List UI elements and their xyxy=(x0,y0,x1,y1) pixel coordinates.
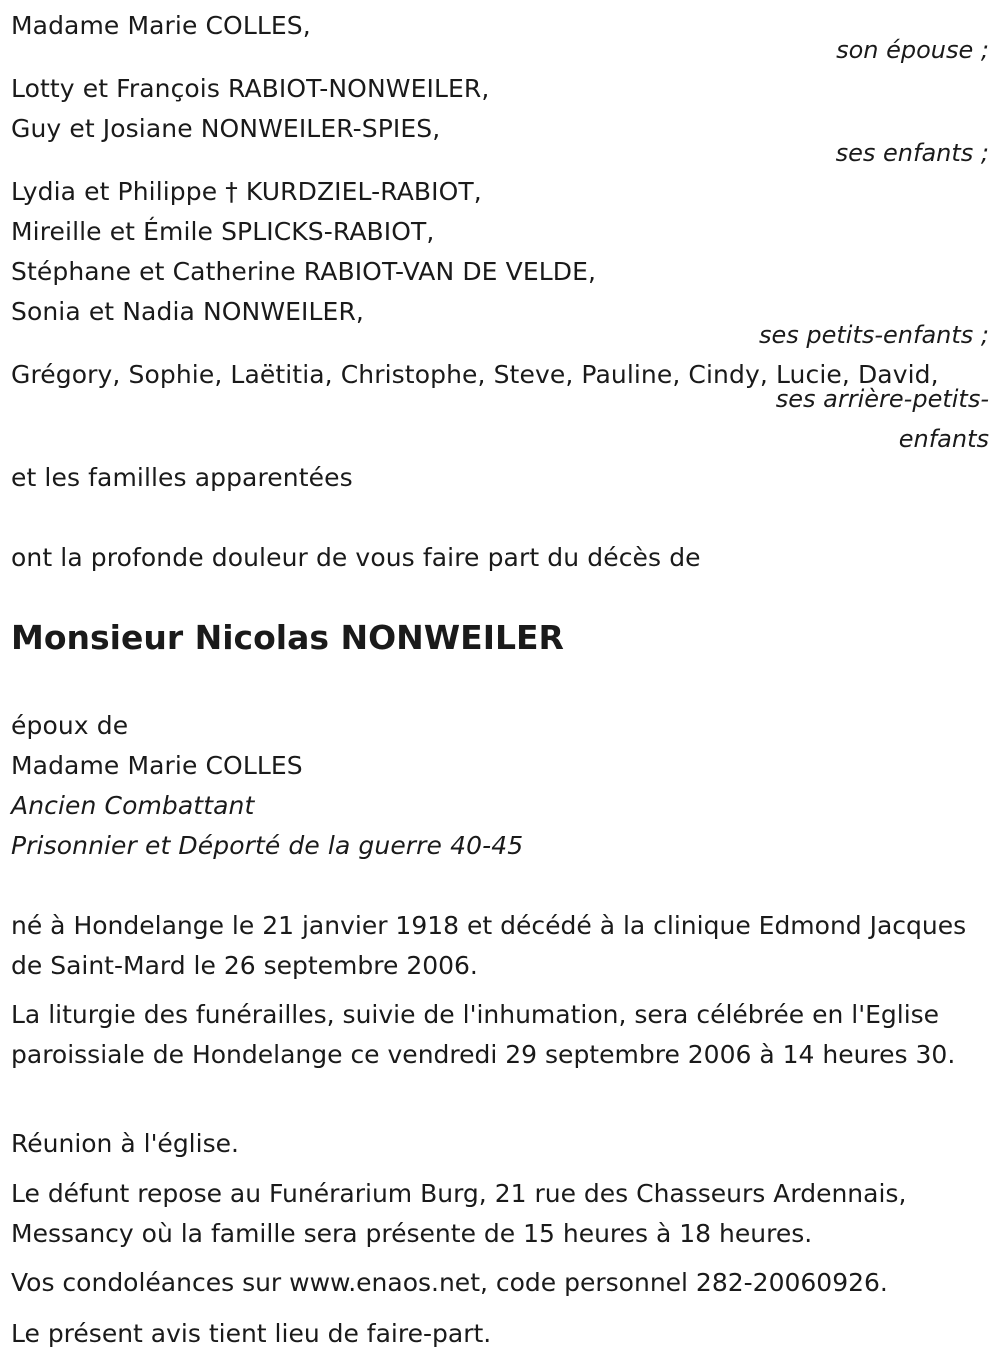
grandchild-name: Sonia et Nadia NONWEILER, xyxy=(11,297,364,326)
spouse-role: son épouse ; xyxy=(836,36,989,64)
grandchildren-role: ses petits-enfants ; xyxy=(758,321,989,349)
meeting-paragraph: Réunion à l'église. xyxy=(11,1129,239,1158)
deceased-spouse-name: Madame Marie COLLES xyxy=(11,751,303,780)
deceased-name: Monsieur Nicolas NONWEILER xyxy=(11,618,564,657)
grandchild-name: Lydia et Philippe † KURDZIEL-RABIOT, xyxy=(11,177,482,206)
notice-paragraph: Le présent avis tient lieu de faire-part. xyxy=(11,1319,492,1348)
child-name: Lotty et François RABIOT-NONWEILER, xyxy=(11,74,490,103)
rest-paragraph: Le défunt repose au Funérarium Burg, 21 rue des Chasseurs Ardennais, Messancy où la famille sera présente de 15 heures à 18 heures. xyxy=(11,1179,907,1248)
announcement: ont la profonde douleur de vous faire part du décès de xyxy=(11,543,701,572)
condolences-paragraph: Vos condoléances sur www.enaos.net, code personnel 282-20060926. xyxy=(11,1268,888,1297)
child-name: Guy et Josiane NONWEILER-SPIES, xyxy=(11,114,441,143)
spouse-of-label: époux de xyxy=(11,711,129,740)
great-grandchildren-role: ses arrière-petits- xyxy=(775,385,989,413)
grandchild-name: Stéphane et Catherine RABIOT-VAN DE VELDE, xyxy=(11,257,597,286)
deceased-title: Ancien Combattant xyxy=(11,791,255,820)
children-role: ses enfants ; xyxy=(835,139,989,167)
spouse-name: Madame Marie COLLES, xyxy=(11,11,311,40)
great-grandchildren-names: Grégory, Sophie, Laëtitia, Christophe, Steve, Pauline, Cindy, Lucie, David, xyxy=(11,360,939,389)
grandchild-name: Mireille et Émile SPLICKS-RABIOT, xyxy=(11,217,435,246)
funeral-paragraph: La liturgie des funérailles, suivie de l'inhumation, sera célébrée en l'Eglise paroissiale de Hondelange ce vendredi 29 septembre 2006 à 14 heures 30. xyxy=(11,1000,956,1069)
birth-death-paragraph: né à Hondelange le 21 janvier 1918 et décédé à la clinique Edmond Jacques de Saint-Mard le 26 septembre 2006. xyxy=(11,911,967,980)
related-families: et les familles apparentées xyxy=(11,463,353,492)
great-grandchildren-role-cont: enfants xyxy=(898,425,989,453)
deceased-title: Prisonnier et Déporté de la guerre 40-45 xyxy=(11,831,524,860)
